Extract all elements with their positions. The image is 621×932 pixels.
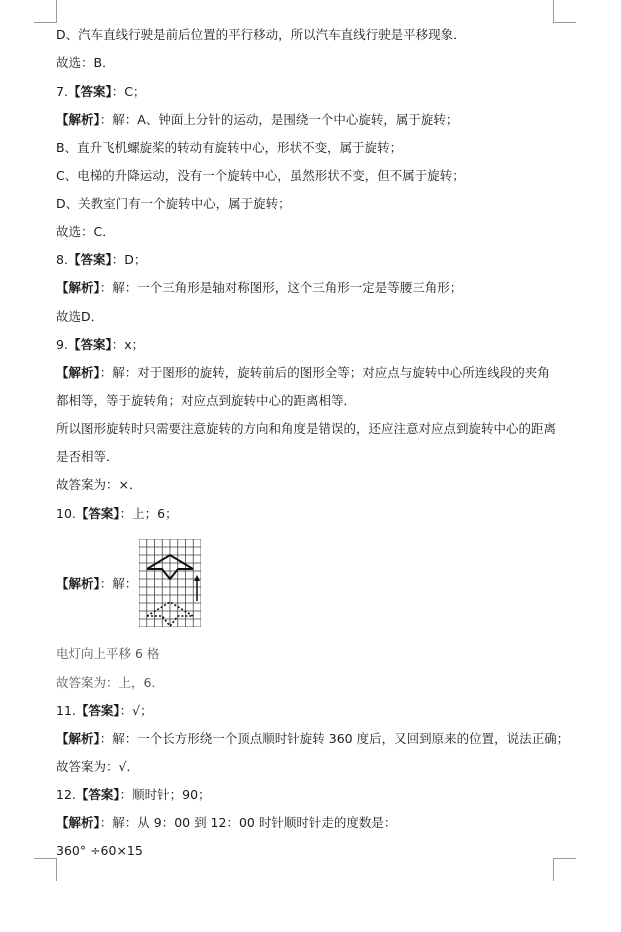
translation-grid-figure (139, 539, 201, 627)
text-line: 故选：B． (56, 55, 115, 70)
explanation-tag: 【解析】 (56, 280, 100, 295)
explanation-text: ：解：从 9：00 到 12：00 时针顺时针走的度数是： (99, 815, 397, 830)
text-line: B、直升飞机螺旋桨的转动有旋转中心，形状不变，属于旋转； (56, 140, 403, 155)
grid-drawing (139, 539, 201, 627)
explanation-text: ：解： (99, 576, 138, 591)
page-corner-mark (553, 0, 576, 23)
explanation-line-12 (56, 815, 396, 831)
answer-line-10 (56, 506, 178, 522)
explanation-line-8 (56, 280, 462, 296)
text-line: 电灯向上平移 6 格 (56, 646, 160, 661)
question-number: 9. (56, 337, 68, 352)
answer-tag: 【答案】 (75, 787, 120, 802)
text-line: 都相等，等于旋转角；对应点到旋转中心的距离相等． (56, 393, 357, 408)
answer-line-8 (56, 252, 146, 268)
explanation-tag: 【解析】 (56, 112, 100, 127)
explanation-text: ：解：一个长方形绕一个顶点顺时针旋转 360 度后，又回到原来的位置，说法正确； (99, 731, 570, 746)
text-line: D、关教室门有一个旋转中心，属于旋转； (56, 196, 291, 211)
text-line: 所以图形旋转时只需要注意旋转的方向和角度是错误的，还应注意对应点到旋转中心的距离 (56, 421, 557, 436)
explanation-tag: 【解析】 (56, 365, 100, 380)
question-number: 10. (56, 506, 76, 521)
answer-tag: 【答案】 (75, 506, 120, 521)
answer-value: ：C； (111, 84, 146, 99)
text-line: 故答案为：√． (56, 759, 139, 774)
answer-tag: 【答案】 (67, 84, 112, 99)
answer-line-11 (56, 703, 153, 719)
arrow-head-icon (194, 575, 200, 581)
text-line: D、汽车直线行驶是前后位置的平行移动，所以汽车直线行驶是平移现象． (56, 27, 466, 42)
answer-tag: 【答案】 (67, 252, 112, 267)
answer-tag: 【答案】 (75, 703, 120, 718)
text-line: 故选：C． (56, 224, 115, 239)
answer-line-7 (56, 84, 145, 100)
question-number: 12. (56, 787, 76, 802)
answer-line-9 (56, 337, 144, 353)
grid-lines (139, 539, 201, 627)
question-number: 11. (56, 703, 76, 718)
answer-line-12 (56, 787, 211, 803)
answer-value: ：√； (119, 703, 153, 718)
text-line: 故答案为：×． (56, 477, 142, 492)
explanation-tag: 【解析】 (56, 576, 100, 591)
page-corner-mark (34, 858, 57, 881)
text-line: C、电梯的升降运动，没有一个旋转中心，虽然形状不变，但不属于旋转； (56, 168, 465, 183)
explanation-line-9 (56, 365, 550, 381)
answer-tag: 【答案】 (67, 337, 112, 352)
explanation-line-11 (56, 731, 569, 747)
answer-value: ：上；6； (119, 506, 178, 521)
text-line: 360° ÷60×15 (56, 843, 143, 858)
answer-value: ：顺时针；90； (119, 787, 211, 802)
page-corner-mark (34, 0, 57, 23)
explanation-text: ：解：对于图形的旋转，旋转前后的图形全等；对应点与旋转中心所连线段的夹角 (99, 365, 550, 380)
explanation-line-10 (56, 576, 137, 592)
answer-value: ：D； (111, 252, 147, 267)
question-number: 7. (56, 84, 68, 99)
page-corner-mark (553, 858, 576, 881)
text-line: 故答案为：上，6． (56, 675, 164, 690)
explanation-text: ：解：一个三角形是轴对称图形，这个三角形一定是等腰三角形； (99, 280, 463, 295)
explanation-tag: 【解析】 (56, 731, 100, 746)
question-number: 8. (56, 252, 68, 267)
text-line: 故选D． (56, 309, 104, 324)
answer-value: ：x； (111, 337, 145, 352)
explanation-line-7 (56, 112, 458, 128)
text-line: 是否相等． (56, 449, 119, 464)
explanation-tag: 【解析】 (56, 815, 100, 830)
explanation-text: ：解：A、钟面上分针的运动，是围绕一个中心旋转，属于旋转； (99, 112, 459, 127)
